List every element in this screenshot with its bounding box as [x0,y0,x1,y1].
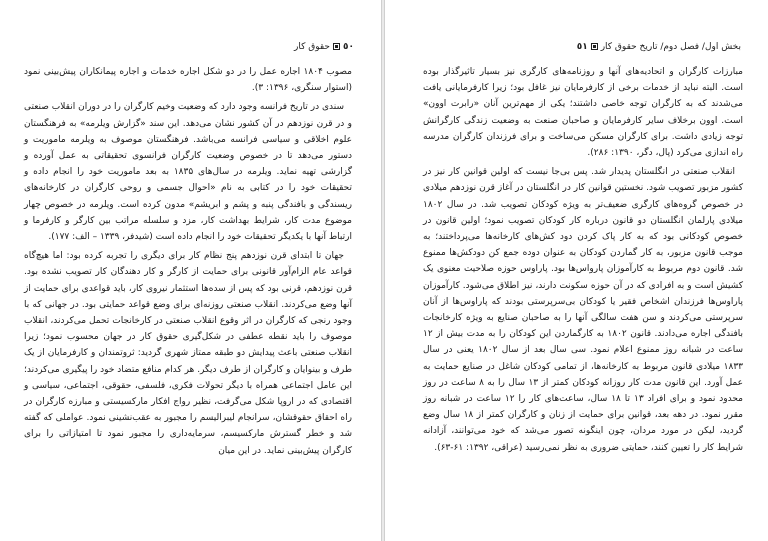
left-page [0,0,382,541]
right-page-header [441,42,741,52]
paragraph: سندی در تاریخ فرانسه وجود دارد که وضعیت وخیم کارگران را در دوران انقلاب صنعتی و در قرن نوزدهم در آن کشور نشان می‌دهد. این سند «گزارش ویلرمه» به فرهنگستان علوم اخلاقی و سیاسی فرانسه می‌باشد. فرهنگستان موصوف به ویلرمه ماموریت و دستور می‌دهد تا در خصوص وضعیت کارگران فرانسوی تحقیقاتی به عمل آورده و گزارشی تهیه نماید. ویلرمه در سال‌های ۱۸۳۵ به بعد ماموریت خود را انجام داده و تحقیقات خود را در کتابی به نام «احوال جسمی و روحی کارگران در کارخانه‌های ریسندگی و بافندگی پنبه و پشم و ابریشم» مدون کرده است. ویلرمه در خصوص چهار موضوع مدت کار، شرایط بهداشت کار، مزد و سلسله مراتب بین کارگر و کارفرما و ارتباط آنها با یکدیگر تحقیقات خود را انجام داده است (شیدفر، ۱۳۳۹ – الف: ۱۷۷). [24,102,352,243]
left-page-number: ٥٠ [343,42,354,52]
left-page-header [268,42,354,52]
left-page-body [24,64,352,459]
paragraph: مصوب ۱۸۰۴ اجاره عمل را در دو شکل اجاره خدمات و اجاره پیمانکاران پیش‌بینی نمود (استوار سنگری، ۱۳۹۶: ۳). [24,67,352,94]
left-page-running-title: حقوق کار [294,42,330,52]
paragraph: جهان تا ابتدای قرن نوزدهم پنج نظام کار برای دیگری را تجربه کرده بود: اما هیچ‌گاه قواعد عام الزام‌آور قانونی برای حمایت از کارگر و کار دهندگان کار تصویب نشده بود. قرن نوزدهم، قرنی بود که پس از سده‌ها استثمار نیروی کار، باید قواعدی برای حمایت از آنها وضع می‌کردند. انقلاب صنعتی روزنه‌ای برای وضع قواعد حمایتی بود. در جهانی که با وجود رنجی که کارگران در اثر وقوع انقلاب صنعتی در کارخانجات تحمل می‌کردند، انقلاب موصوف را باید نقطه عطفی در شکل‌گیری حقوق کار در جهان محسوب نمود؛ زیرا انقلاب صنعتی باعث پیدایش دو طبقه ممتاز شهری گردید: ثروتمندان و کارفرمایان از یک طرف و بینوایان و کارگران از طرف دیگر. هر کدام منافع متضاد خود را پیگیری می‌کردند؛ این عامل اجتماعی همراه با دیگر تحولات فکری، فلسفی، حقوقی، اجتماعی، سیاسی و اقتصادی که در اروپا شکل می‌گرفت، نظیر رواج افکار مارکسیستی و مبارزه کارگران در راه احقاق حقوقشان، سرانجام لیبرالیسم را مجبور به عقب‌نشینی نمود. عواملی که گفته شد و خطر گسترش مارکسیسم، سرمایه‌داری را مجبور نمود تا امتیازاتی را برای کارگران پیش‌بینی نماید. در این میان [24,251,352,456]
right-page-body [423,64,743,456]
right-page-number: ٥١ [576,42,588,52]
square-ornament-icon [333,43,340,50]
right-page-running-title: بخش اول/ فصل دوم/ تاریخ حقوق کار [600,42,741,52]
square-ornament-icon [591,43,598,50]
right-page [384,0,768,541]
paragraph: مبارزات کارگران و اتحادیه‌های آنها و روزنامه‌های کارگری نیز بسیار تاثیرگذار بوده است. البته نباید از خدمات برخی از کارفرمایان نیز غافل بود؛ زیرا کارفرمایانی یافت می‌شدند که به کارگران توجه خاصی داشتند؛ یکی از مهم‌ترین آنان «رابرت اوون» است. اوون برخلاف سایر کارفرمایان و صاحبان صنعت به وضعیت زندگی کارگرانش توجه زیادی داشت. برای کارگران مسکن می‌ساخت و برای فرزندان کارگران مدرسه راه اندازی می‌کرد (پال، دگر، ۱۳۹۰: ۲۸۶). [423,67,743,159]
paragraph: انقلاب صنعتی در انگلستان پدیدار شد. پس بی‌جا نیست که اولین قوانین کار نیز در کشور مزبور تصویب شود. نخستین قوانین کار در انگلستان در آغاز قرن نوزدهم میلادی در خصوص گروه‌های کارگری ضعیف‌تر به ویژه کودکان تصویب شد. در سال ۱۸۰۲ میلادی پارلمان انگلستان دو قانون درباره کار کودکان تصویب نمود؛ اولین قانون در خصوص کودکانی بود که به کار پاک کردن دود کش‌های کارخانه‌ها می‌پرداختند؛ به موجب قانون مزبور، به کار گماردن کودکان به عنوان دوده جمع کن دودکش‌ها ممنوع شد. قانون دوم مربوط به کارآموزان پارواس‌ها بود. پاراوس حوزه صلاحیت معنوی یک کشیش است و به افرادی که در آن حوزه سکونت دارند، نیز اطلاق می‌شود. کارآموزان پاراوس‌ها فرزندان اشخاص فقیر یا کودکان بی‌سرپرستی بودند که پاراوس‌ها از آنان سرپرستی می‌کردند و سن هفت سالگی آنها را به صاحبان صنایع به ویژه کارخانجات بافندگی اجاره می‌دادند. قانون ۱۸۰۲ به کارگماردن این کودکان را به مدت بیش از ۱۲ ساعت در شبانه روز ممنوع اعلام نمود. سی سال بعد از سال ۱۸۰۲ یعنی در سال ۱۸۳۳ میلادی قانون مربوط به کارخانه‌ها، از تمامی کودکان شاغل در صنایع حمایت به عمل آورد. این قانون مدت کار روزانه کودکان کمتر از ۱۳ سال را به ۸ ساعت در روز محدود نمود و برای افراد ۱۳ تا ۱۸ سال، ساعت‌های کار را ۱۲ ساعت در شبانه روز مقرر نمود. در دهه بعد، قوانین برای حمایت از زنان و کارگران کمتر از ۱۸ سال وضع گردید، لیکن در مورد مردان، چون اینگونه تصور می‌شد که خود می‌توانند، آزادانه شرایط کار را تعیین کنند، حمایتی ضروری به نظر نمی‌رسید (عراقی، ۱۳۹۲: ۶۱-۶۳). [423,167,744,453]
